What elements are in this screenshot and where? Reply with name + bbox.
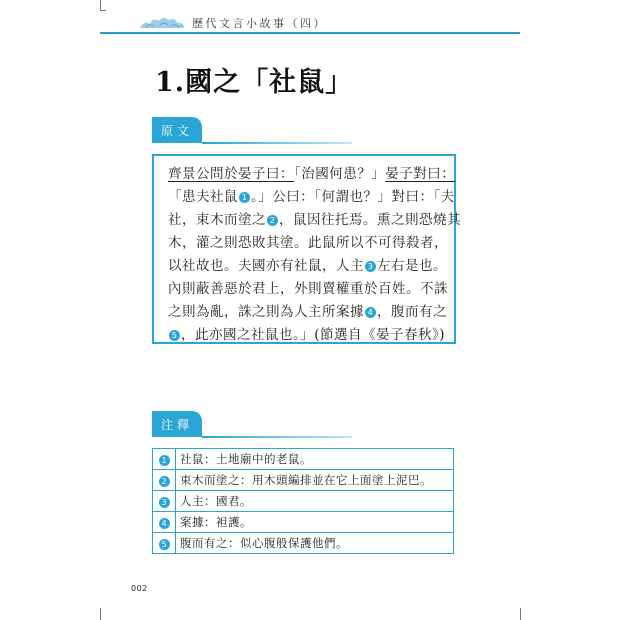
note-text: 人主：國君。 bbox=[176, 491, 454, 512]
footnote-marker: 3 bbox=[365, 261, 376, 272]
crop-mark bbox=[100, 0, 101, 10]
note-text: 束木而塗之：用木頭編排並在它上面塗上泥巴。 bbox=[176, 470, 454, 491]
note-row bbox=[153, 470, 454, 491]
section-tab-original-text: 原文 bbox=[152, 117, 202, 143]
footnote-marker: 5 bbox=[169, 330, 180, 341]
passage-text: 內則蔽善惡於君上，外則賣權重於百姓。不誅 bbox=[168, 281, 448, 297]
passage-line bbox=[168, 254, 447, 274]
passage-text: 木，灌之則恐敗其塗。此鼠所以不可得殺者， bbox=[168, 235, 448, 251]
section-tab-rule bbox=[202, 436, 352, 438]
passage-text: 之則為亂，誅之則為人主所案據 bbox=[168, 304, 364, 320]
passage-text: 「治國何患？」 bbox=[294, 166, 386, 182]
note-text: 社鼠：土地廟中的老鼠。 bbox=[176, 449, 454, 470]
crop-mark bbox=[100, 10, 106, 11]
footnote-marker: 4 bbox=[365, 307, 376, 318]
passage-text: 齊景公問於晏子曰： bbox=[168, 166, 294, 182]
passage-text: ，此亦國之社鼠也。」(節選自《晏子春秋》) bbox=[181, 327, 446, 343]
note-number-cell bbox=[153, 512, 176, 533]
notes-table bbox=[152, 448, 454, 554]
passage-line bbox=[168, 277, 448, 297]
note-text: 案據：袒護。 bbox=[176, 512, 454, 533]
note-number-badge: 1 bbox=[159, 455, 170, 466]
passage-line bbox=[168, 162, 455, 182]
footnote-marker: 2 bbox=[267, 215, 278, 226]
page-number: 002 bbox=[131, 584, 148, 593]
chapter-title: 1.國之「社鼠」 bbox=[155, 67, 354, 98]
passage-line bbox=[168, 323, 445, 343]
passage-text: 左右是也。 bbox=[377, 258, 447, 274]
section-tab-notes: 注釋 bbox=[152, 411, 202, 437]
passage-text: 。」公曰：「何謂也？」對曰：「夫 bbox=[251, 189, 455, 205]
passage-text: 「患夫社鼠 bbox=[168, 189, 238, 205]
passage-text: 晏子對曰： bbox=[385, 166, 456, 182]
note-row bbox=[153, 449, 454, 470]
note-row bbox=[153, 512, 454, 533]
passage-text: ，腹而有之 bbox=[377, 304, 447, 320]
passage-line bbox=[168, 208, 461, 228]
note-number-badge: 2 bbox=[159, 476, 170, 487]
note-number-cell bbox=[153, 470, 176, 491]
passage-line bbox=[168, 185, 455, 205]
footnote-marker: 1 bbox=[239, 192, 250, 203]
note-number-cell bbox=[153, 533, 176, 554]
passage-text: ，鼠因往托焉。熏之則恐燒其 bbox=[279, 212, 461, 228]
note-number-badge: 5 bbox=[159, 539, 170, 550]
passage-line bbox=[168, 231, 448, 251]
passage-text: 社，束木而塗之 bbox=[168, 212, 266, 228]
section-tab-rule bbox=[202, 142, 352, 144]
cloud-ornament-icon bbox=[138, 14, 186, 32]
note-row bbox=[153, 491, 454, 512]
crop-mark bbox=[100, 608, 101, 620]
note-number-cell bbox=[153, 449, 176, 470]
note-text: 腹而有之：似心腹般保護他們。 bbox=[176, 533, 454, 554]
note-number-badge: 3 bbox=[159, 497, 170, 508]
note-number-badge: 4 bbox=[159, 518, 170, 529]
header-rule bbox=[100, 32, 520, 34]
passage-text: 以社故也。夫國亦有社鼠，人主 bbox=[168, 258, 364, 274]
note-row bbox=[153, 533, 454, 554]
passage-line bbox=[168, 300, 447, 320]
running-header-title: 歷代文言小故事（四） bbox=[192, 17, 327, 30]
crop-mark bbox=[520, 608, 521, 620]
note-number-cell bbox=[153, 491, 176, 512]
passage-box bbox=[152, 154, 461, 344]
